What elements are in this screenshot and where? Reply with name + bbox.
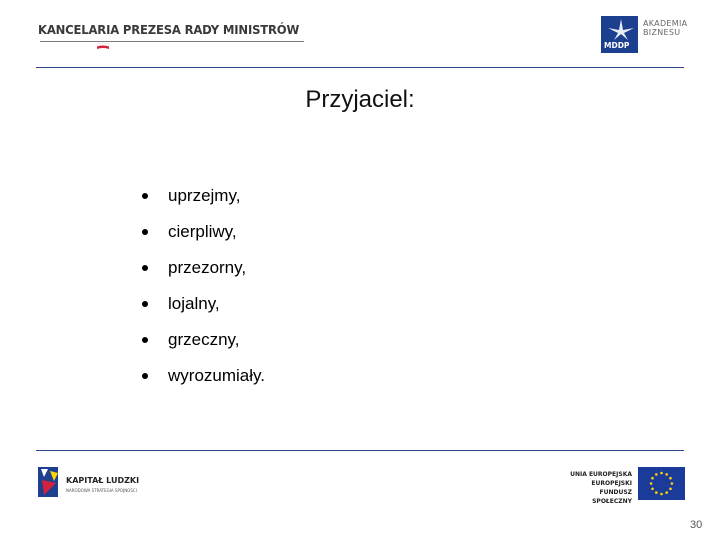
biznesu-line: BIZNESU <box>643 28 681 37</box>
eu-logo <box>560 467 686 505</box>
list-item <box>140 366 265 402</box>
kprm-logo-text: KANCELARIA PREZESA RADY MINISTRÓW <box>38 22 300 37</box>
eu-logo-text <box>560 470 632 506</box>
list-item-text: lojalny, <box>168 294 220 313</box>
eu-flag-icon <box>638 467 685 500</box>
list-item-text: cierpliwy, <box>168 222 237 241</box>
mddp-logo-mark: MDDP <box>604 41 630 50</box>
list-item-text: przezorny, <box>168 258 247 277</box>
header-divider <box>36 67 684 68</box>
polish-flag-icon <box>96 42 110 51</box>
bullet-icon <box>142 373 148 379</box>
list-item-text: grzeczny, <box>168 330 240 349</box>
kapital-ludzki-title: KAPITAŁ LUDZKI <box>66 476 140 485</box>
list-item-text: wyrozumiały. <box>168 366 265 385</box>
bullet-icon <box>142 229 148 235</box>
eu-line-2: EUROPEJSKI <box>591 480 632 487</box>
slide-title: Przyjaciel: <box>305 86 415 113</box>
slide-title-wrap <box>0 86 720 114</box>
kapital-ludzki-subtitle: NARODOWA STRATEGIA SPÓJNOŚCI <box>66 488 137 493</box>
kapital-ludzki-emblem-icon <box>38 463 62 499</box>
akademia-biznesu-text <box>643 19 687 37</box>
kprm-logo <box>38 22 306 52</box>
mddp-logo <box>601 16 691 56</box>
footer-divider <box>36 450 684 451</box>
eu-line-1: UNIA EUROPEJSKA <box>570 471 632 478</box>
bullet-icon <box>142 301 148 307</box>
list-item-text: uprzejmy, <box>168 186 241 205</box>
list-item <box>140 222 265 258</box>
eu-line-3: FUNDUSZ SPOŁECZNY <box>592 489 632 505</box>
kprm-logo-rule <box>40 41 304 42</box>
list-item <box>140 186 265 222</box>
bullet-icon <box>142 193 148 199</box>
kapital-ludzki-logo <box>38 463 158 501</box>
page-number: 30 <box>690 519 703 531</box>
bullet-icon <box>142 337 148 343</box>
list-item <box>140 294 265 330</box>
akademia-line: AKADEMIA <box>643 19 688 28</box>
list-item <box>140 258 265 294</box>
bullet-list <box>140 186 265 402</box>
bullet-icon <box>142 265 148 271</box>
list-item <box>140 330 265 366</box>
